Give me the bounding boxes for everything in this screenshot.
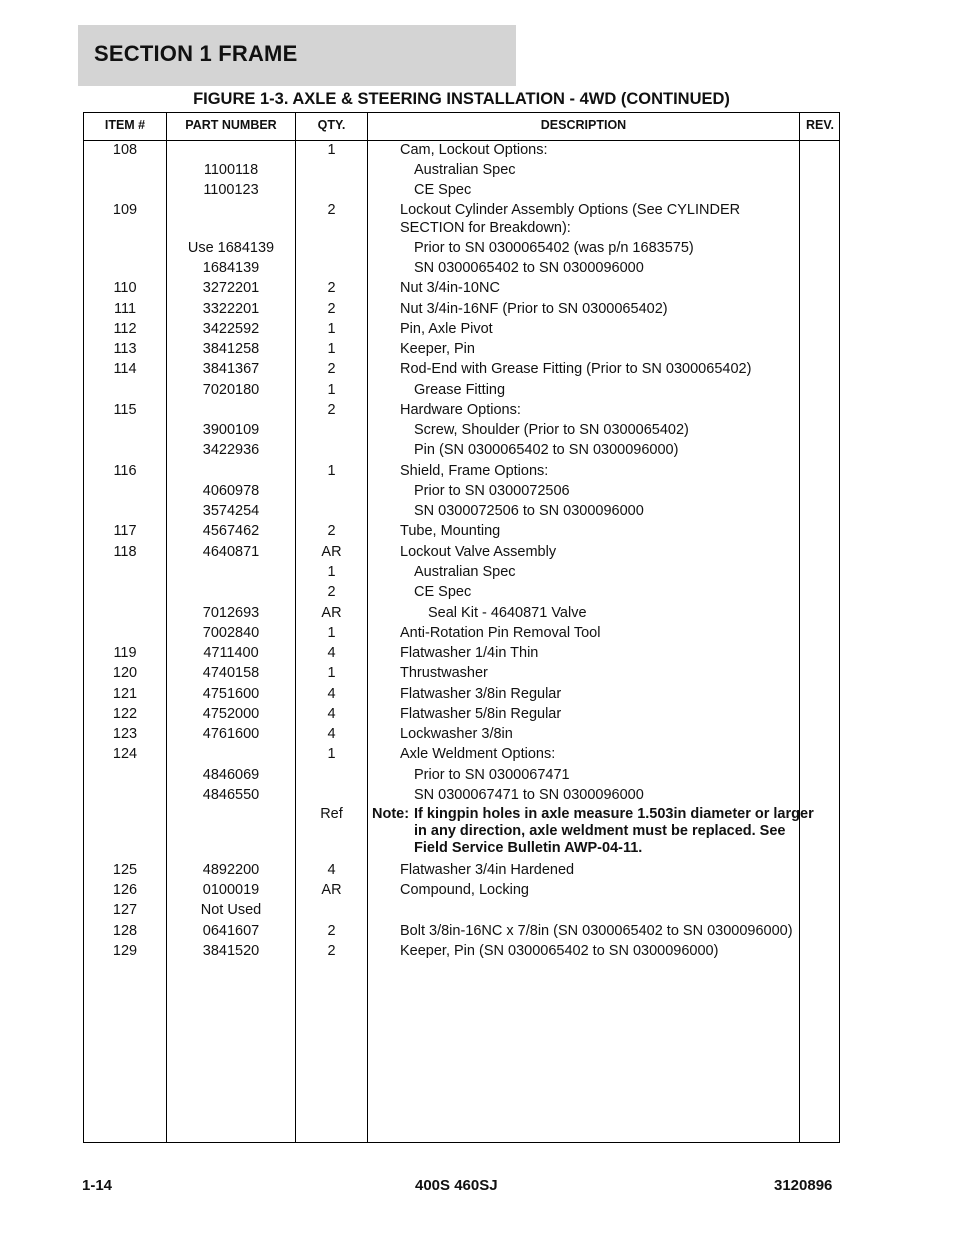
description: Flatwasher 1/4in Thin bbox=[400, 645, 539, 661]
part-number: Use 1684139 bbox=[187, 240, 275, 256]
page-number: 1-14 bbox=[82, 1177, 113, 1194]
part-number: 3322201 bbox=[202, 301, 260, 317]
header-qty: QTY. bbox=[317, 118, 346, 132]
parts-table bbox=[83, 112, 840, 1143]
item-number: 111 bbox=[113, 301, 137, 317]
description: SN 0300067471 to SN 0300096000 bbox=[414, 787, 644, 803]
part-number: 0641607 bbox=[202, 923, 260, 939]
description: SN 0300065402 to SN 0300096000 bbox=[414, 260, 644, 276]
quantity: 2 bbox=[327, 402, 336, 418]
item-number: 121 bbox=[112, 686, 138, 702]
part-number: 4892200 bbox=[202, 862, 260, 878]
item-number: 115 bbox=[113, 402, 137, 418]
part-number: 3422936 bbox=[202, 442, 260, 458]
item-number: 120 bbox=[112, 665, 138, 681]
model-name: 400S 460SJ bbox=[415, 1177, 498, 1194]
quantity: 1 bbox=[327, 665, 336, 681]
description: Hardware Options: bbox=[400, 402, 521, 418]
document-number: 3120896 bbox=[774, 1177, 833, 1194]
item-number: 124 bbox=[112, 746, 138, 762]
item-number: 122 bbox=[112, 706, 138, 722]
item-number: 110 bbox=[113, 280, 137, 296]
figure-title: FIGURE 1-3. AXLE & STEERING INSTALLATION - 4WD (CONTINUED) bbox=[193, 90, 730, 108]
quantity: 1 bbox=[327, 382, 336, 398]
item-number: 113 bbox=[113, 341, 137, 357]
part-number: 1684139 bbox=[202, 260, 260, 276]
part-number: 4846069 bbox=[202, 767, 260, 783]
quantity: 4 bbox=[327, 686, 336, 702]
quantity: 1 bbox=[327, 746, 336, 762]
part-number: 1100123 bbox=[203, 182, 259, 198]
quantity: 4 bbox=[327, 706, 336, 722]
quantity: 4 bbox=[327, 862, 336, 878]
description: Seal Kit - 4640871 Valve bbox=[428, 605, 587, 621]
quantity: 1 bbox=[327, 321, 336, 337]
description: Prior to SN 0300065402 (was p/n 1683575) bbox=[414, 240, 694, 256]
part-number: 7020180 bbox=[202, 382, 260, 398]
description: Nut 3/4in-10NC bbox=[400, 280, 500, 296]
description: Pin (SN 0300065402 to SN 0300096000) bbox=[414, 442, 679, 458]
note-text: If kingpin holes in axle measure 1.503in diameter or larger in any direction, axle weldment must be replaced. See Field Service Bulletin AWP-04-11. bbox=[414, 806, 814, 856]
description: Compound, Locking bbox=[400, 882, 529, 898]
part-number: 4761600 bbox=[202, 726, 260, 742]
description: Prior to SN 0300067471 bbox=[414, 767, 570, 783]
part-number: 3422592 bbox=[202, 321, 260, 337]
description: Axle Weldment Options: bbox=[400, 746, 556, 762]
header-description: DESCRIPTION bbox=[540, 118, 627, 132]
quantity: 2 bbox=[327, 280, 336, 296]
part-number: 4752000 bbox=[202, 706, 260, 722]
description: Shield, Frame Options: bbox=[400, 463, 549, 479]
item-number: 109 bbox=[112, 202, 138, 218]
item-number: 116 bbox=[113, 463, 137, 479]
part-number: 4751600 bbox=[202, 686, 260, 702]
part-number: 7012693 bbox=[202, 605, 260, 621]
column-divider bbox=[367, 113, 368, 1142]
part-number: 3574254 bbox=[202, 503, 260, 519]
description: Lockout Valve Assembly bbox=[400, 544, 557, 560]
note-label: Note: bbox=[372, 806, 410, 822]
part-number: 3841520 bbox=[202, 943, 260, 959]
item-number: 114 bbox=[113, 361, 137, 377]
part-number: Not Used bbox=[200, 902, 262, 918]
part-number: 3841367 bbox=[202, 361, 260, 377]
header-item: ITEM # bbox=[104, 118, 146, 132]
part-number: 0100019 bbox=[202, 882, 260, 898]
quantity: AR bbox=[321, 544, 342, 560]
section-banner bbox=[78, 25, 516, 86]
quantity: 1 bbox=[327, 463, 336, 479]
description: CE Spec bbox=[414, 182, 472, 198]
description: Keeper, Pin (SN 0300065402 to SN 0300096000) bbox=[400, 943, 719, 959]
description: Nut 3/4in-16NF (Prior to SN 0300065402) bbox=[400, 301, 668, 317]
part-number: 4711400 bbox=[203, 645, 259, 661]
part-number: 7002840 bbox=[202, 625, 260, 641]
item-number: 126 bbox=[112, 882, 138, 898]
description: Flatwasher 5/8in Regular bbox=[400, 706, 562, 722]
item-number: 112 bbox=[113, 321, 137, 337]
part-number: 4846550 bbox=[202, 787, 260, 803]
description: Grease Fitting bbox=[414, 382, 506, 398]
quantity: AR bbox=[321, 605, 342, 621]
item-number: 128 bbox=[112, 923, 138, 939]
quantity: 2 bbox=[327, 943, 336, 959]
description: Cam, Lockout Options: bbox=[400, 142, 548, 158]
item-number: 127 bbox=[112, 902, 138, 918]
item-number: 108 bbox=[112, 142, 138, 158]
quantity: 2 bbox=[327, 301, 336, 317]
item-number: 125 bbox=[112, 862, 138, 878]
description: Prior to SN 0300072506 bbox=[414, 483, 570, 499]
item-number: 118 bbox=[113, 544, 137, 560]
quantity: 1 bbox=[327, 625, 336, 641]
description: Screw, Shoulder (Prior to SN 0300065402) bbox=[414, 422, 689, 438]
quantity: 4 bbox=[327, 645, 336, 661]
quantity: AR bbox=[321, 882, 342, 898]
section-title: SECTION 1 FRAME bbox=[94, 41, 298, 66]
part-number: 4640871 bbox=[202, 544, 260, 560]
item-number: 119 bbox=[113, 645, 137, 661]
description: Australian Spec bbox=[414, 162, 516, 178]
description: Pin, Axle Pivot bbox=[400, 321, 493, 337]
description: CE Spec bbox=[414, 584, 472, 600]
quantity: Ref bbox=[320, 806, 343, 822]
description: Anti-Rotation Pin Removal Tool bbox=[400, 625, 601, 641]
description: Tube, Mounting bbox=[400, 523, 501, 539]
item-number: 123 bbox=[112, 726, 138, 742]
quantity: 2 bbox=[327, 361, 336, 377]
quantity: 2 bbox=[327, 923, 336, 939]
description: Flatwasher 3/4in Hardened bbox=[400, 862, 575, 878]
quantity: 2 bbox=[327, 584, 336, 600]
description: SN 0300072506 to SN 0300096000 bbox=[414, 503, 644, 519]
header-part-number: PART NUMBER bbox=[185, 118, 277, 132]
quantity: 4 bbox=[327, 726, 336, 742]
description: Lockout Cylinder Assembly Options (See CYLINDER SECTION for Breakdown): bbox=[400, 202, 741, 236]
quantity: 1 bbox=[327, 341, 336, 357]
description: Thrustwasher bbox=[400, 665, 488, 681]
item-number: 117 bbox=[113, 523, 137, 539]
part-number: 3841258 bbox=[202, 341, 260, 357]
part-number: 4567462 bbox=[202, 523, 260, 539]
quantity: 2 bbox=[327, 523, 336, 539]
item-number: 129 bbox=[112, 943, 138, 959]
description: Australian Spec bbox=[414, 564, 516, 580]
part-number: 4060978 bbox=[202, 483, 260, 499]
quantity: 1 bbox=[327, 564, 336, 580]
part-number: 4740158 bbox=[202, 665, 260, 681]
part-number: 3272201 bbox=[202, 280, 260, 296]
part-number: 3900109 bbox=[202, 422, 260, 438]
description: Flatwasher 3/8in Regular bbox=[400, 686, 562, 702]
description: Keeper, Pin bbox=[400, 341, 475, 357]
quantity: 1 bbox=[327, 142, 336, 158]
header-rev: REV. bbox=[805, 118, 835, 132]
part-number: 1100118 bbox=[203, 162, 259, 178]
quantity: 2 bbox=[327, 202, 336, 218]
description: Lockwasher 3/8in bbox=[400, 726, 513, 742]
description: Rod-End with Grease Fitting (Prior to SN 0300065402) bbox=[400, 361, 752, 377]
description: Bolt 3/8in-16NC x 7/8in (SN 0300065402 to SN 0300096000) bbox=[400, 923, 793, 939]
